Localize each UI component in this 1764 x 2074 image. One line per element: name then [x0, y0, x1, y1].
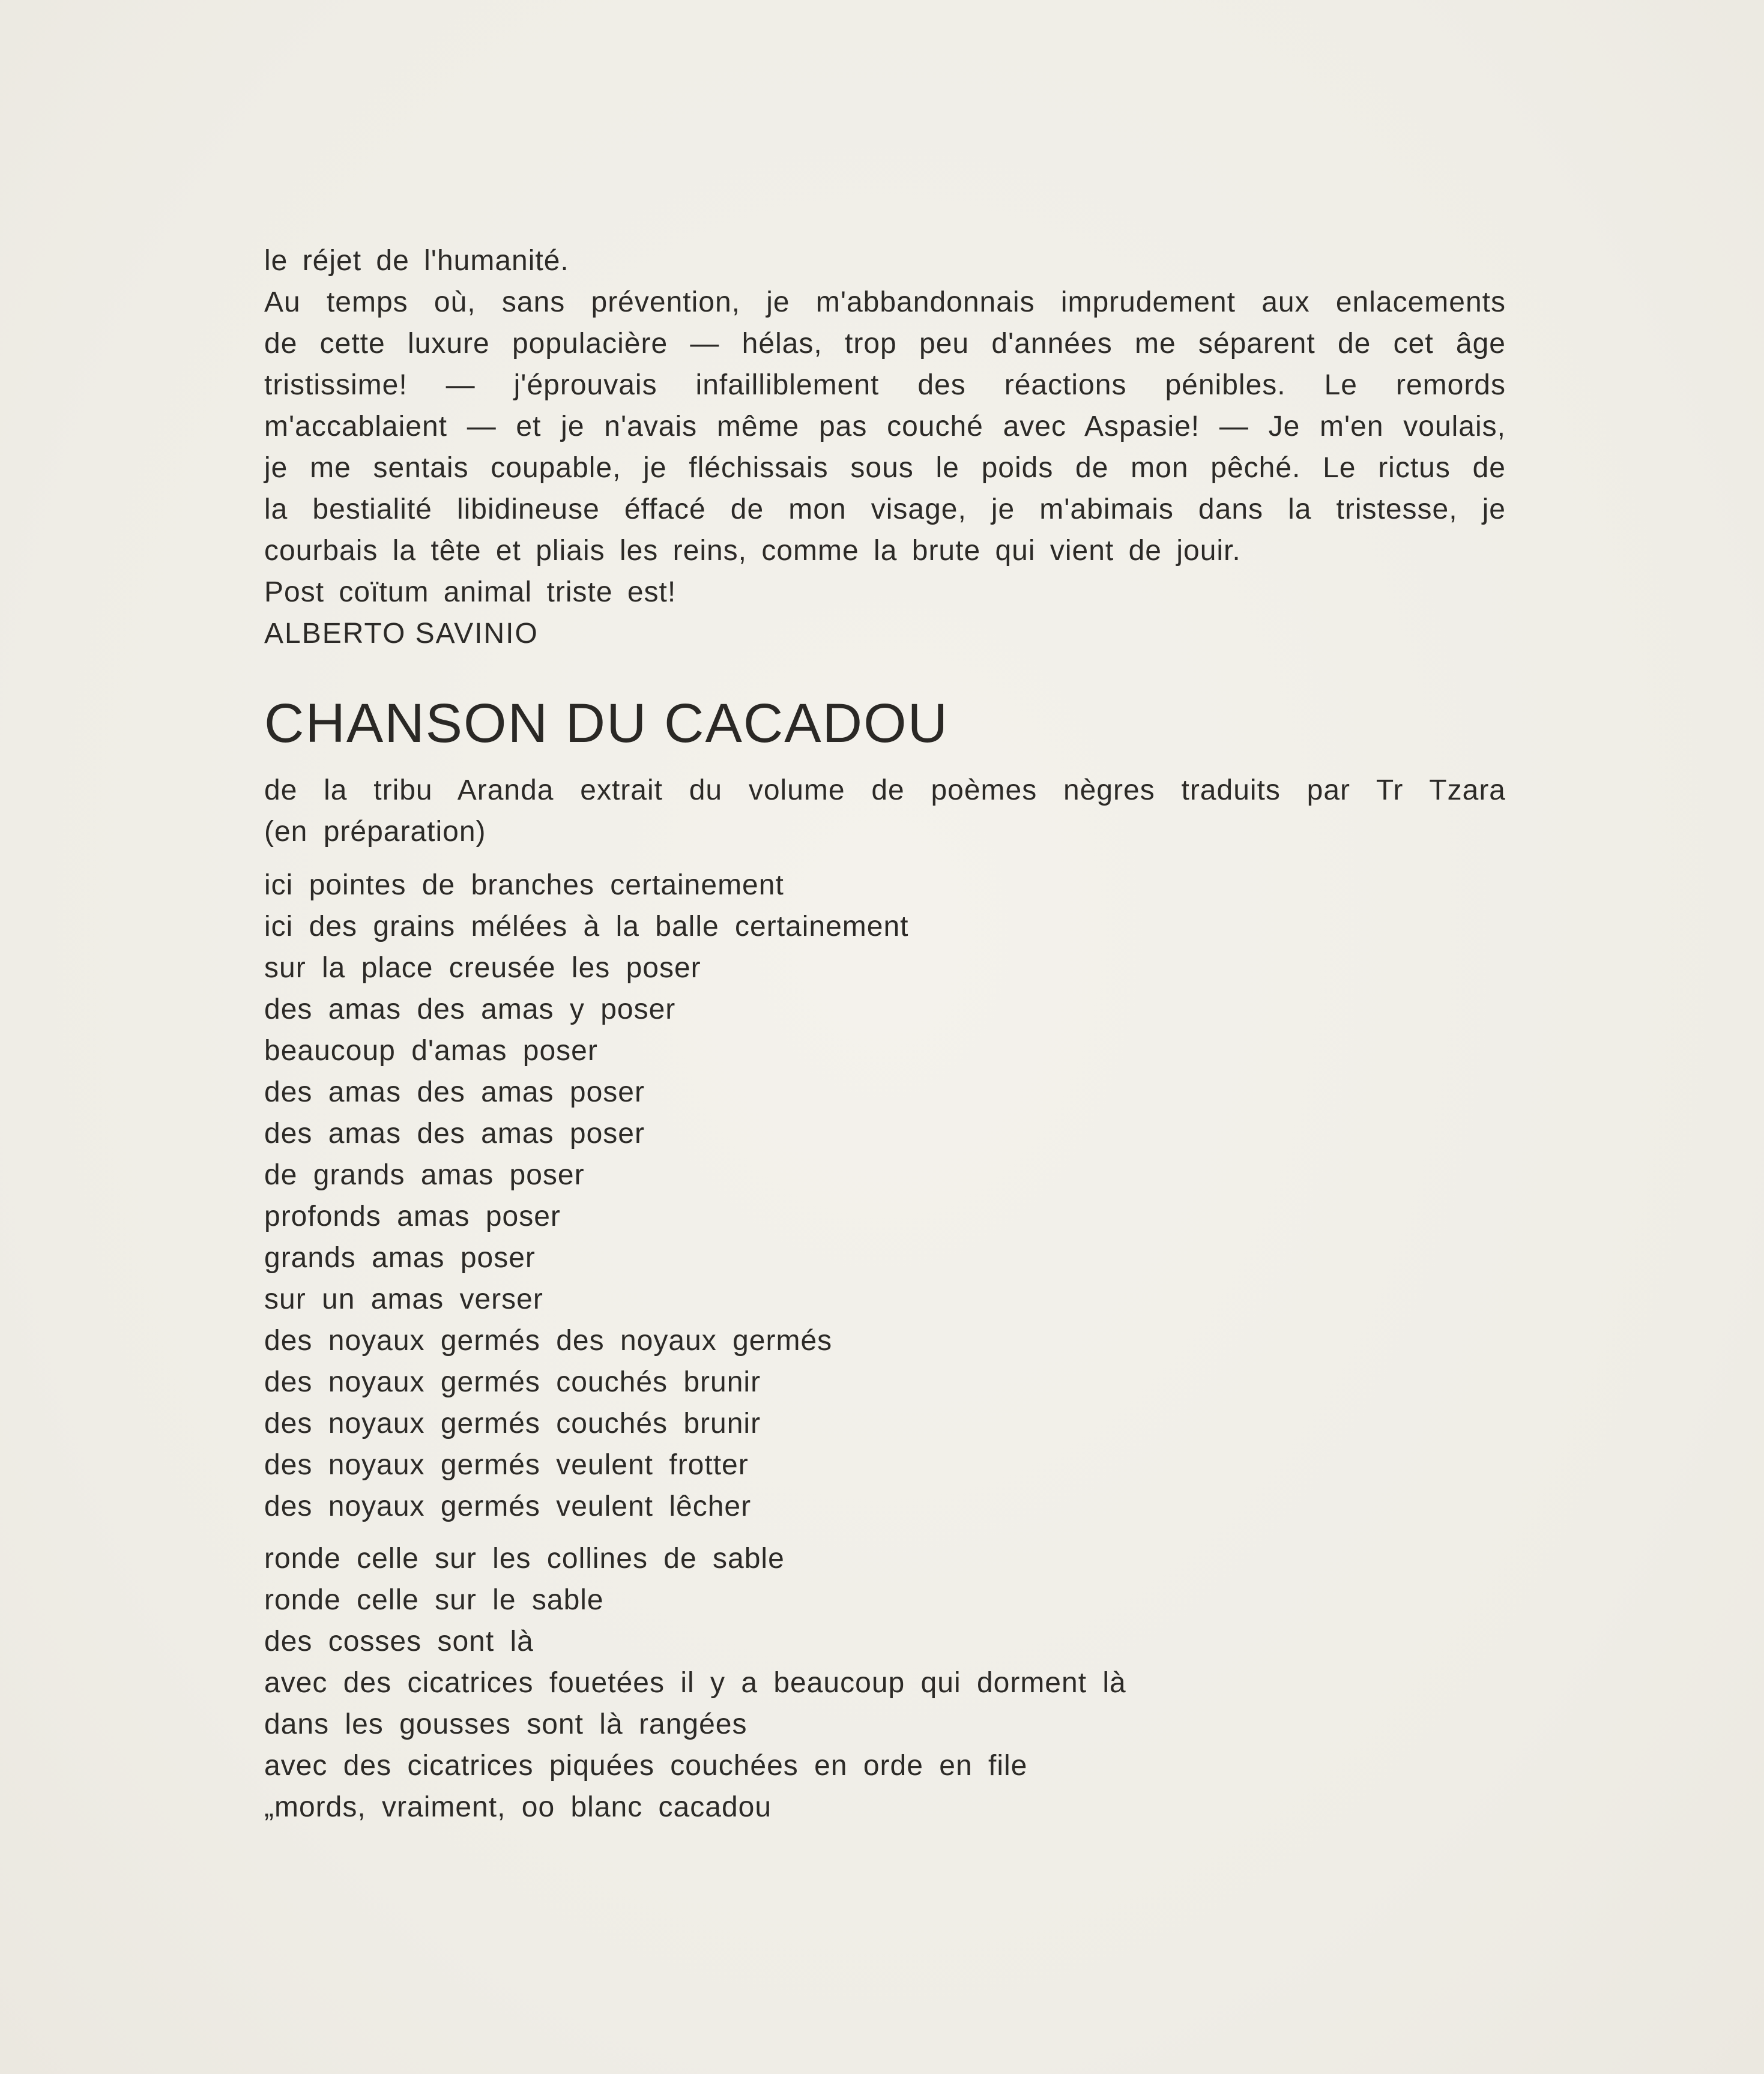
poem-line: ici des grains mélées à la balle certainement — [264, 911, 909, 942]
poem-line: dans les gousses sont là rangées — [264, 1708, 748, 1740]
poem-title: CHANSON DU CACADOU — [264, 693, 949, 754]
poem-line: sur un amas verser — [264, 1283, 543, 1315]
prose-line: courbais la tête et pliais les reins, comme la brute qui vient de jouir. — [264, 535, 1241, 567]
prose-paragraph — [264, 240, 1506, 613]
poem-line: avec des cicatrices fouetées il y a beaucoup qui dorment là — [264, 1667, 1126, 1699]
subtitle-line: de la tribu Aranda extrait du volume de poèmes nègres traduits par Tr Tzara — [264, 774, 1506, 806]
poem-line: profonds amas poser — [264, 1201, 561, 1232]
prose-line: m'accablaient — et je n'avais même pas couché avec Aspasie! — Je m'en voulais, — [264, 411, 1506, 442]
poem-line: ici pointes de branches certainement — [264, 869, 784, 901]
prose-line: Post coïtum animal triste est! — [264, 576, 677, 608]
poem-line: grands amas poser — [264, 1242, 536, 1274]
poem-line: sur la place creusée les poser — [264, 952, 701, 984]
poem-stanza-1 — [264, 864, 1506, 1527]
poem-line: des amas des amas poser — [264, 1118, 645, 1150]
poem-line: des noyaux germés couchés brunir — [264, 1366, 761, 1398]
prose-line: je me sentais coupable, je fléchissais sous le poids de mon pêché. Le rictus de — [264, 452, 1506, 484]
poem-line: des noyaux germés veulent frotter — [264, 1449, 749, 1481]
poem-line: des noyaux germés couchés brunir — [264, 1408, 761, 1439]
poem-line: des noyaux germés des noyaux germés — [264, 1325, 833, 1357]
poem-line: des amas des amas y poser — [264, 993, 676, 1025]
poem-line: ronde celle sur le sable — [264, 1584, 604, 1616]
text-column — [264, 240, 1506, 1828]
poem-line: de grands amas poser — [264, 1159, 585, 1191]
poem-line: des noyaux germés veulent lêcher — [264, 1491, 752, 1522]
poem-line: des amas des amas poser — [264, 1076, 645, 1108]
author-signature: ALBERTO SAVINIO — [264, 618, 539, 650]
poem-line: avec des cicatrices piquées couchées en orde en file — [264, 1750, 1028, 1782]
poem-line: ronde celle sur les collines de sable — [264, 1543, 785, 1575]
prose-line: tristissime! — j'éprouvais infailliblement des réactions pénibles. Le remords — [264, 369, 1506, 401]
prose-line: le réjet de l'humanité. — [264, 245, 569, 277]
prose-line: la bestialité libidineuse éffacé de mon visage, je m'abimais dans la tristesse, je — [264, 493, 1506, 525]
subtitle-line: (en préparation) — [264, 816, 486, 848]
poem-stanza-2 — [264, 1538, 1506, 1828]
prose-line: Au temps où, sans prévention, je m'abbandonnais imprudement aux enlacements — [264, 286, 1506, 318]
poem-subtitle — [264, 770, 1506, 852]
poem-line: des cosses sont là — [264, 1626, 534, 1657]
poem-line: beaucoup d'amas poser — [264, 1035, 598, 1067]
prose-line: de cette luxure populacière — hélas, trop peu d'années me séparent de cet âge — [264, 328, 1506, 360]
poem-line: „mords, vraiment, oo blanc cacadou — [264, 1791, 772, 1823]
